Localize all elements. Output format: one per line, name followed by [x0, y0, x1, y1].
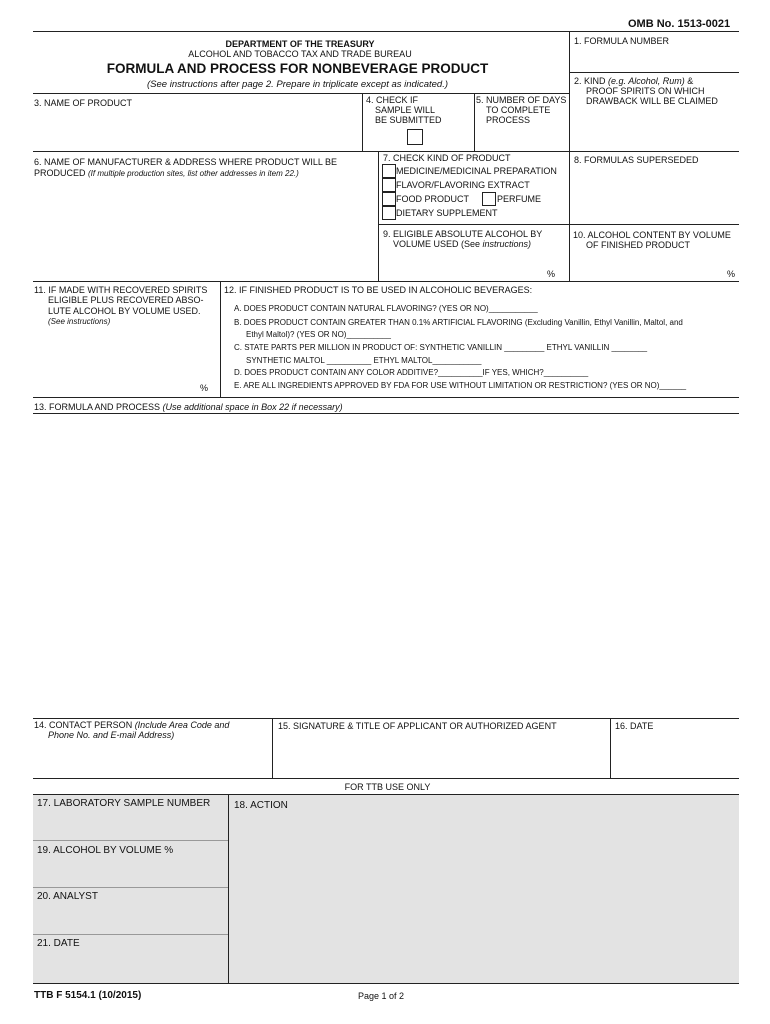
field-11-line-3: LUTE ALCOHOL BY VOLUME USED.	[48, 306, 201, 316]
field-6-manufacturer-label: 6. NAME OF MANUFACTURER & ADDRESS WHERE PRODUCT WILL BE	[34, 157, 338, 167]
field-2-line-2: PROOF SPIRITS ON WHICH	[586, 86, 705, 96]
dietary-supplement-label: DIETARY SUPPLEMENT	[396, 208, 498, 218]
field-17-laboratory-sample-number: 17. LABORATORY SAMPLE NUMBER	[37, 798, 211, 809]
department-name: DEPARTMENT OF THE TREASURY	[225, 39, 375, 49]
flavor-checkbox[interactable]	[382, 178, 396, 192]
field-6-produced: PRODUCED (If multiple production sites, list other addresses in item 22.)	[34, 168, 299, 178]
field-12-e: E. ARE ALL INGREDIENTS APPROVED BY FDA FOR USE WITHOUT LIMITATION OR RESTRICTION? (YES OR NO)______	[234, 381, 687, 390]
field-7-kind-of-product: 7. CHECK KIND OF PRODUCT	[383, 153, 511, 163]
field-2-line-3: DRAWBACK WILL BE CLAIMED	[586, 96, 718, 106]
field-15-signature: 15. SIGNATURE & TITLE OF APPLICANT OR AUTHORIZED AGENT	[278, 721, 557, 731]
field-5-line-3: PROCESS	[486, 115, 531, 125]
field-14-line-2: Phone No. and E-mail Address)	[48, 730, 175, 740]
field-8-formulas-superseded: 8. FORMULAS SUPERSEDED	[574, 155, 699, 165]
sample-submitted-checkbox[interactable]	[407, 129, 423, 145]
field-4-line-2: SAMPLE WILL	[375, 105, 436, 115]
field-10-line-1: 10. ALCOHOL CONTENT BY VOLUME	[573, 230, 731, 240]
formula-process-area[interactable]	[33, 414, 739, 717]
field-12-b-line-2: Ethyl Maltol)? (YES OR NO)__________	[246, 330, 391, 339]
form-title: FORMULA AND PROCESS FOR NONBEVERAGE PRODUCT	[106, 61, 489, 76]
field-10-line-2: OF FINISHED PRODUCT	[586, 240, 691, 250]
field-12-b-line-1: B. DOES PRODUCT CONTAIN GREATER THAN 0.1% ARTIFICIAL FLAVORING (Excluding Vanillin, Ethyl Vanillin, Maltol, and	[234, 318, 683, 327]
top-rule	[33, 31, 739, 32]
field-5-line-2: TO COMPLETE	[486, 105, 551, 115]
dietary-supplement-checkbox[interactable]	[382, 206, 396, 220]
field-9-line-1: 9. ELIGIBLE ABSOLUTE ALCOHOL BY	[383, 229, 543, 239]
field-11-line-1: 11. IF MADE WITH RECOVERED SPIRITS	[34, 285, 208, 295]
perfume-label: PERFUME	[497, 194, 542, 204]
medicine-label: MEDICINE/MEDICINAL PREPARATION	[396, 166, 557, 176]
field-9-line-2: VOLUME USED (See instructions)	[393, 239, 532, 249]
field-16-date: 16. DATE	[615, 721, 654, 731]
flavor-label: FLAVOR/FLAVORING EXTRACT	[396, 180, 530, 190]
field-9-percent: %	[547, 269, 556, 279]
page-number: Page 1 of 2	[358, 991, 405, 1001]
field-11-line-2: ELIGIBLE PLUS RECOVERED ABSO-	[48, 295, 204, 305]
field-12-c-line-1: C. STATE PARTS PER MILLION IN PRODUCT OF: SYNTHETIC VANILLIN _________ ETHYL VANILLIN ________	[234, 343, 648, 352]
field-3-name-of-product: 3. NAME OF PRODUCT	[34, 98, 133, 108]
field-20-analyst: 20. ANALYST	[37, 891, 98, 902]
field-1-formula-number: 1. FORMULA NUMBER	[574, 36, 670, 46]
form-identifier: TTB F 5154.1 (10/2015)	[34, 990, 142, 1001]
field-12-title: 12. IF FINISHED PRODUCT IS TO BE USED IN ALCOHOLIC BEVERAGES:	[224, 285, 533, 295]
perfume-checkbox[interactable]	[482, 192, 496, 206]
ttb-use-only-heading: FOR TTB USE ONLY	[344, 782, 431, 792]
field-12-c-line-2: SYNTHETIC MALTOL __________ ETHYL MALTOL___________	[246, 356, 482, 365]
field-11-percent: %	[200, 383, 209, 393]
field-2-kind-label: 2. KIND (e.g. Alcohol, Rum) &	[574, 76, 694, 86]
field-21-date: 21. DATE	[37, 938, 80, 949]
field-14-contact-person: 14. CONTACT PERSON (Include Area Code and	[34, 720, 230, 730]
medicine-checkbox[interactable]	[382, 164, 396, 178]
field-10-percent: %	[727, 269, 736, 279]
field-19-alcohol-by-volume: 19. ALCOHOL BY VOLUME %	[37, 845, 174, 856]
field-12-d: D. DOES PRODUCT CONTAIN ANY COLOR ADDITIVE?__________IF YES, WHICH?__________	[234, 368, 589, 377]
ttb-shaded-area	[33, 794, 739, 983]
field-4-line-1: 4. CHECK IF	[366, 95, 419, 105]
field-18-action: 18. ACTION	[234, 800, 288, 811]
food-product-label: FOOD PRODUCT	[396, 194, 469, 204]
bureau-name: ALCOHOL AND TOBACCO TAX AND TRADE BUREAU	[188, 49, 412, 59]
field-11-see-instructions: (See instructions)	[48, 317, 111, 326]
field-5-line-1: 5. NUMBER OF DAYS	[476, 95, 567, 105]
field-4-line-3: BE SUBMITTED	[375, 115, 442, 125]
form-subtitle: (See instructions after page 2. Prepare in triplicate except as indicated.)	[147, 79, 448, 90]
field-12-a: A. DOES PRODUCT CONTAIN NATURAL FLAVORING? (YES OR NO)___________	[234, 304, 538, 313]
field-13-formula-and-process: 13. FORMULA AND PROCESS (Use additional space in Box 22 if necessary)	[34, 402, 343, 412]
omb-number: OMB No. 1513-0021	[628, 18, 731, 30]
food-product-checkbox[interactable]	[382, 192, 396, 206]
